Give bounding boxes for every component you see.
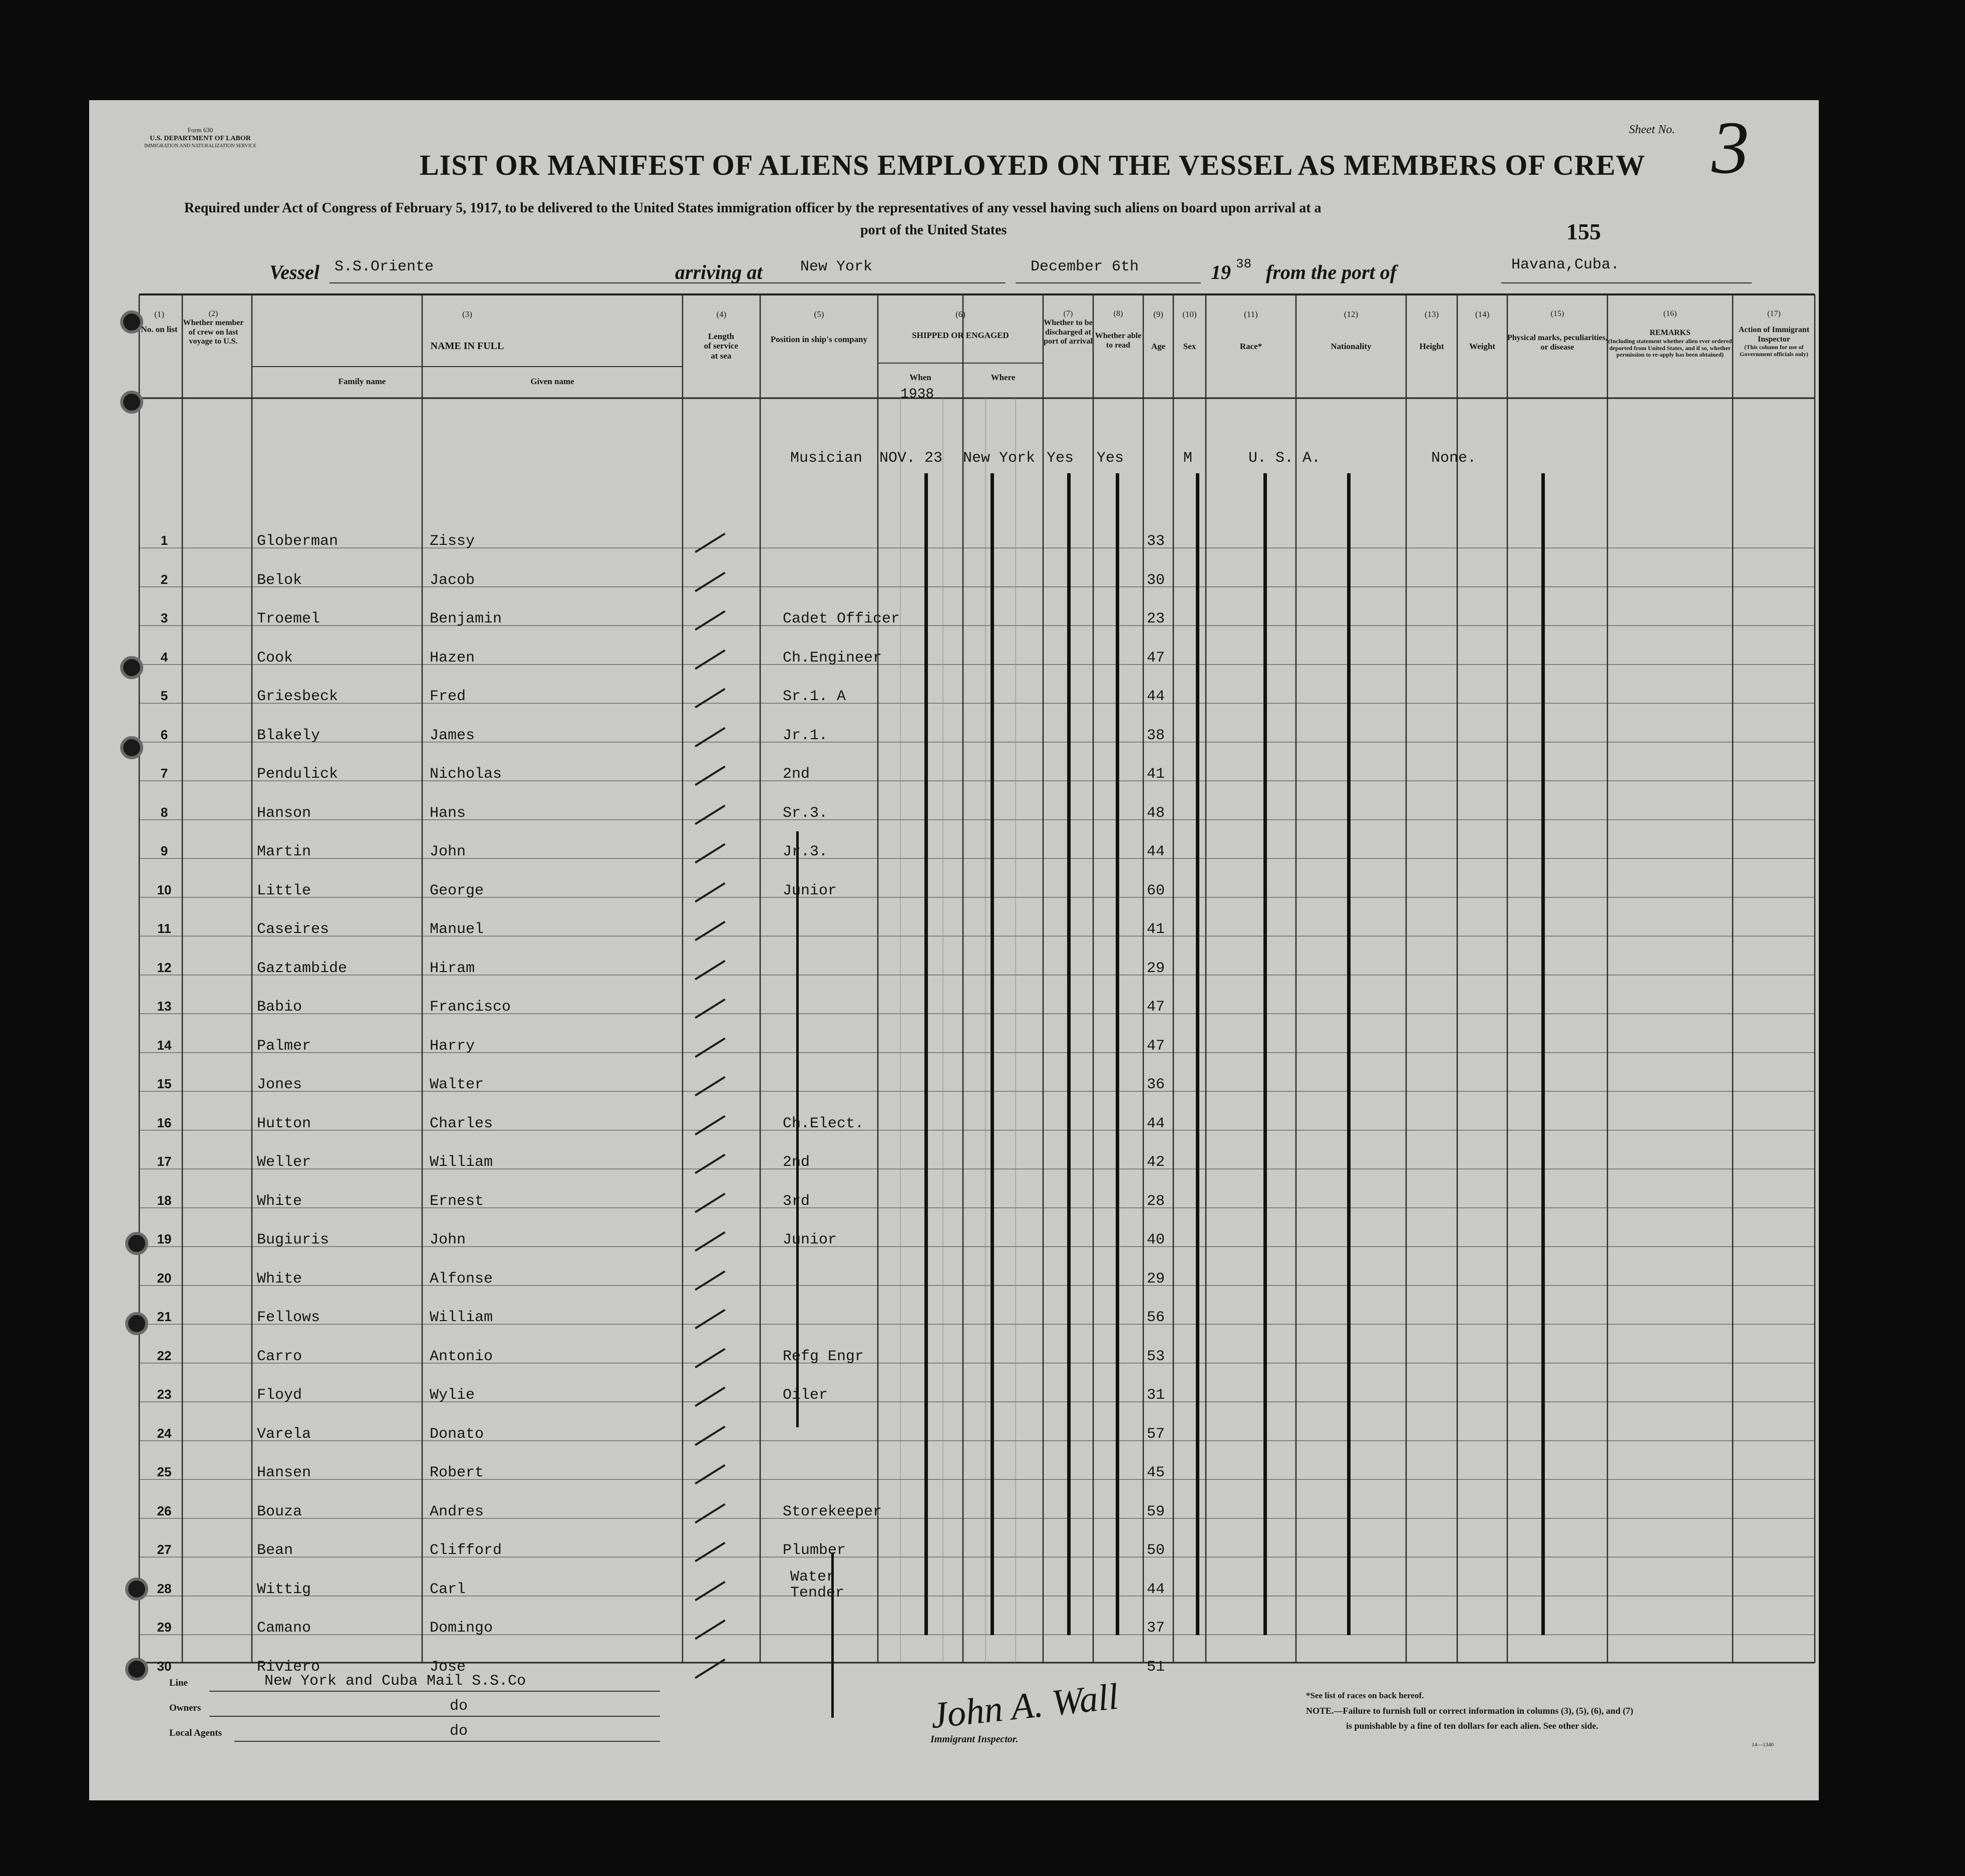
position: 2nd [783,1154,810,1171]
age: 60 [1147,882,1165,899]
col-6-num: (6) [955,309,965,319]
given-name: Domingo [430,1620,493,1637]
col-2-label: Whether member of crew on last voyage to U.S. [183,319,244,346]
given-name: Ernest [430,1192,484,1210]
col-5-num: (5) [814,309,824,319]
row-number: 21 [157,1309,172,1324]
family-name: White [257,1192,302,1210]
races-note: *See list of races on back hereof. [1306,1691,1424,1700]
position: Ch.Engineer [783,649,882,667]
row-number: 29 [157,1620,172,1635]
subtitle-line-1: Required under Act of Congress of February 5, 1917, to be delivered to the United States immigration officer by the representatives of any vessel having such aliens on board upon arrival at a [184,200,1322,216]
owners-label: Owners [169,1703,201,1713]
age: 42 [1147,1154,1165,1171]
given-name: John [430,843,466,860]
row-number: 9 [160,843,168,858]
row-number: 26 [157,1503,172,1518]
row-number: 4 [160,649,168,665]
row-number: 25 [157,1464,172,1479]
family-name: Griesbeck [257,688,339,705]
agents-underline [234,1741,660,1742]
row-number: 17 [157,1154,172,1169]
arrival-date: December 6th [1031,258,1139,275]
given-name: Benjamin [430,610,502,628]
given-name: Jose [430,1658,466,1676]
col-3-header [252,309,683,352]
given-name: John [430,1231,466,1248]
age: 41 [1147,766,1165,783]
family-name: Carro [257,1348,302,1365]
family-name: Palmer [257,1037,311,1055]
col-9-num: (9) [1153,309,1163,319]
position: Cadet Officer [783,610,900,628]
family-name: White [257,1270,302,1288]
col-1-num: (1) [154,309,164,319]
row-number: 24 [157,1425,172,1441]
line-label: Line [169,1678,188,1688]
age: 45 [1147,1464,1165,1481]
given-name: Andres [430,1503,484,1520]
col-3a-label: Family name [338,377,386,386]
ditto-line-physical [1541,473,1545,1635]
row-number: 22 [157,1348,172,1363]
ditto-line-discharged [1067,473,1071,1635]
inspector-signature: John A. Wall [928,1676,1121,1737]
col-5-header [760,309,878,344]
col-14-header [1457,309,1507,351]
ditto-line-nationality [1347,473,1351,1635]
col-7-label: Whether to be discharged at port of arrival [1044,319,1093,346]
punch-hole [120,656,143,679]
age: 36 [1147,1076,1165,1093]
age: 41 [1147,921,1165,938]
given-name: Harry [430,1037,475,1055]
position: Jr.1. [783,727,828,744]
punch-hole [125,1578,148,1601]
shipped-where: New York [963,450,1036,467]
position: 3rd [783,1192,810,1210]
family-name: Hanson [257,804,311,822]
position: Refg Engr [783,1348,864,1365]
family-name: Gaztambide [257,960,348,977]
inspector-label: Immigrant Inspector. [930,1734,1019,1745]
col-4-num: (4) [716,309,727,319]
from-port: Havana,Cuba. [1511,256,1620,273]
col-14-label: Weight [1469,341,1495,351]
family-name: Martin [257,843,311,860]
given-name: Francisco [430,999,511,1016]
position: Sr.3. [783,804,828,822]
row-number: 13 [157,999,172,1014]
row-number: 16 [157,1115,172,1130]
row-number: 20 [157,1270,172,1286]
age: 29 [1147,960,1165,977]
col-15-num: (15) [1550,309,1564,318]
ditto-line-where [991,473,994,1635]
owners-value: do [450,1698,468,1715]
given-name: Hiram [430,960,475,977]
print-code: 14—1340 [1752,1742,1774,1748]
col-11-header [1206,309,1296,351]
owners-underline [209,1716,660,1717]
given-name: Clifford [430,1542,502,1559]
col-17-note: (This column for use of Government officials only) [1740,344,1808,358]
manifest-sheet [89,100,1819,1800]
ditto-line-when [924,473,928,1635]
given-name: Zissy [430,533,475,550]
family-name: Bugiuris [257,1231,330,1248]
family-name: Little [257,882,311,899]
given-name: Donato [430,1425,484,1443]
line-underline [209,1691,660,1692]
position: Junior [783,882,837,899]
ditto-line-read [1116,473,1119,1635]
from-port-label: from the port of [1266,261,1397,283]
row-number: 7 [160,766,168,781]
family-name: Riviero [257,1658,320,1676]
position: Water Tender [790,1568,845,1602]
nationality-value: U. S. A. [1248,450,1321,467]
subtitle-line-2: port of the United States [860,222,1007,238]
line-value: New York and Cuba Mail S.S.Co [264,1673,526,1690]
col-9-header [1143,309,1173,351]
position: Storekeeper [783,1503,882,1520]
col-11-label: Race* [1239,341,1262,351]
physical-marks-value: None. [1431,450,1477,467]
col-7-num: (7) [1063,309,1073,318]
age: 33 [1147,533,1165,550]
ditto-line-sex [1196,473,1199,1635]
ditto-line-race [1263,473,1267,1635]
age: 38 [1147,727,1165,744]
family-name: Fellows [257,1309,320,1326]
age: 48 [1147,804,1165,822]
family-name: Weller [257,1154,311,1171]
col-11-num: (11) [1244,309,1258,319]
form-number: Form 630 [187,126,213,134]
year-prefix: 19 [1211,261,1231,283]
discharged-value: Yes [1047,450,1074,467]
col-16-label: REMARKS [1650,329,1691,338]
col-17-num: (17) [1767,309,1781,318]
position: Jr.3. [783,843,828,860]
age: 59 [1147,1503,1165,1520]
age: 29 [1147,1270,1165,1288]
position: Ch.Elect. [783,1115,864,1132]
age: 44 [1147,1581,1165,1598]
vessel-name: S.S.Oriente [335,258,434,275]
col-4-label: Length of service at sea [704,331,739,361]
family-name: Caseires [257,921,330,938]
given-name: Hans [430,804,466,822]
family-name: Jones [257,1076,302,1093]
position: 2nd [783,766,810,783]
age: 37 [1147,1620,1165,1637]
col-6-year: 1938 [900,387,934,402]
given-name: Walter [430,1076,484,1093]
age: 44 [1147,688,1165,705]
agents-label: Local Agents [169,1728,222,1738]
able-to-read-value: Yes [1097,450,1124,467]
given-name: Wylie [430,1387,475,1404]
given-name: Robert [430,1464,484,1481]
given-name: Antonio [430,1348,493,1365]
punch-hole [120,736,143,759]
given-name: Fred [430,688,466,705]
family-name: Bouza [257,1503,302,1520]
col-16-note: (Including statement whether alien ever ordered deported from United States, and if so, whether permission to re-apply has been obtained) [1608,337,1732,359]
col-13-label: Height [1419,341,1444,351]
given-name: Charles [430,1115,493,1132]
col-10-header [1173,309,1206,351]
col-8-num: (8) [1113,309,1123,318]
age: 56 [1147,1309,1165,1326]
year-suffix: 38 [1236,256,1252,271]
position: Oiler [783,1387,828,1404]
col-6-header [878,309,1043,340]
family-name: Camano [257,1620,311,1637]
col-16-num: (16) [1663,309,1677,318]
punch-hole [120,310,143,334]
position: Sr.1. A [783,688,846,705]
position-row1: Musician [790,450,863,467]
row-number: 23 [157,1387,172,1402]
col-15-header [1507,309,1607,352]
family-name: Belok [257,571,302,589]
col-1-label: No. on list [141,324,178,334]
given-name: Alfonse [430,1270,493,1288]
row-number: 19 [157,1231,172,1246]
col-10-num: (10) [1182,309,1197,319]
col-7-header [1043,309,1093,347]
family-name: Wittig [257,1581,311,1598]
age: 51 [1147,1658,1165,1676]
family-name: Globerman [257,533,339,550]
col-12-num: (12) [1344,309,1359,319]
age: 23 [1147,610,1165,628]
age: 28 [1147,1192,1165,1210]
col-6a-label: When [909,373,931,382]
table-grid [89,100,1819,1800]
age: 47 [1147,999,1165,1016]
vessel-label: Vessel [269,261,319,283]
age: 44 [1147,1115,1165,1132]
age: 40 [1147,1231,1165,1248]
age: 31 [1147,1387,1165,1404]
col-16-header [1607,309,1733,359]
given-name: James [430,727,475,744]
given-name: William [430,1154,493,1171]
family-name: Bean [257,1542,293,1559]
age: 30 [1147,571,1165,589]
given-name: Hazen [430,649,475,667]
given-name: Carl [430,1581,466,1598]
row-number: 3 [160,610,168,626]
given-name: William [430,1309,493,1326]
col-10-label: Sex [1183,341,1196,351]
row-number: 5 [160,688,168,703]
agents-value: do [450,1723,468,1740]
col-13-header [1406,309,1457,351]
given-name: Manuel [430,921,484,938]
punch-hole [125,1312,148,1335]
col-17-header [1733,309,1815,358]
row-number: 27 [157,1542,172,1557]
col-12-header [1296,309,1406,351]
col-5-label: Position in ship's company [770,334,868,344]
family-name: Floyd [257,1387,302,1404]
page-number: 155 [1566,219,1601,244]
shipped-when: NOV. 23 [879,450,943,467]
row-number: 11 [157,921,171,936]
col-3-num: (3) [462,309,472,319]
family-name: Troemel [257,610,320,628]
punch-hole [125,1658,148,1681]
row-number: 15 [157,1076,172,1091]
given-name: George [430,882,484,899]
col-2-header [182,309,244,347]
col-4-header [683,309,760,361]
row-number: 12 [157,960,172,975]
sex-value: M [1183,450,1193,467]
position: Junior [783,1231,837,1248]
row-number: 1 [160,533,168,548]
col-3-label: NAME IN FULL [430,340,504,352]
row-number: 30 [157,1658,172,1674]
age: 57 [1147,1425,1165,1443]
row-number: 8 [160,804,168,820]
age: 50 [1147,1542,1165,1559]
service: IMMIGRATION AND NATURALIZATION SERVICE [144,143,256,149]
arriving-label: arriving at [675,261,763,283]
department: U.S. DEPARTMENT OF LABOR [150,135,251,143]
family-name: Pendulick [257,766,339,783]
col-6b-label: Where [991,373,1016,382]
penalty-note-1: NOTE.—Failure to furnish full or correct information in columns (3), (5), (6), and (7) [1306,1706,1633,1716]
family-name: Hansen [257,1464,311,1481]
col-2-num: (2) [208,309,218,318]
given-name: Nicholas [430,766,502,783]
family-name: Cook [257,649,293,667]
age: 53 [1147,1348,1165,1365]
row-number: 10 [157,882,172,897]
age: 47 [1147,649,1165,667]
col-15-label: Physical marks, peculiarities, or disease [1507,334,1607,352]
penalty-note-2: is punishable by a fine of ten dollars for each alien. See other side. [1346,1721,1598,1731]
row-number: 2 [160,571,168,587]
family-name: Blakely [257,727,320,744]
family-name: Hutton [257,1115,311,1132]
given-name: Jacob [430,571,475,589]
col-8-label: Whether able to read [1095,332,1142,350]
age: 44 [1147,843,1165,860]
col-13-num: (13) [1424,309,1439,319]
row-number: 28 [157,1581,172,1596]
age: 47 [1147,1037,1165,1055]
punch-hole [120,391,143,414]
family-name: Varela [257,1425,311,1443]
col-8-header [1093,309,1143,350]
col-17-label: Action of Immigrant Inspector [1738,326,1810,344]
col-9-label: Age [1151,341,1166,351]
family-name: Babio [257,999,302,1016]
punch-hole [125,1232,148,1255]
col-3b-label: Given name [530,377,574,386]
col-12-label: Nationality [1331,341,1372,351]
sheet-number: 3 [1712,106,1749,189]
col-1-header [139,309,179,334]
arriving-port: New York [800,258,873,275]
sheet-label: Sheet No. [1629,123,1675,136]
row-number: 18 [157,1192,172,1208]
row-number: 6 [160,727,168,742]
position: Plumber [783,1542,846,1559]
row-number: 14 [157,1037,172,1053]
col-6-label: SHIPPED OR ENGAGED [912,330,1009,340]
col-14-num: (14) [1475,309,1490,319]
page-title: LIST OR MANIFEST OF ALIENS EMPLOYED ON THE VESSEL AS MEMBERS OF CREW [420,149,1646,181]
